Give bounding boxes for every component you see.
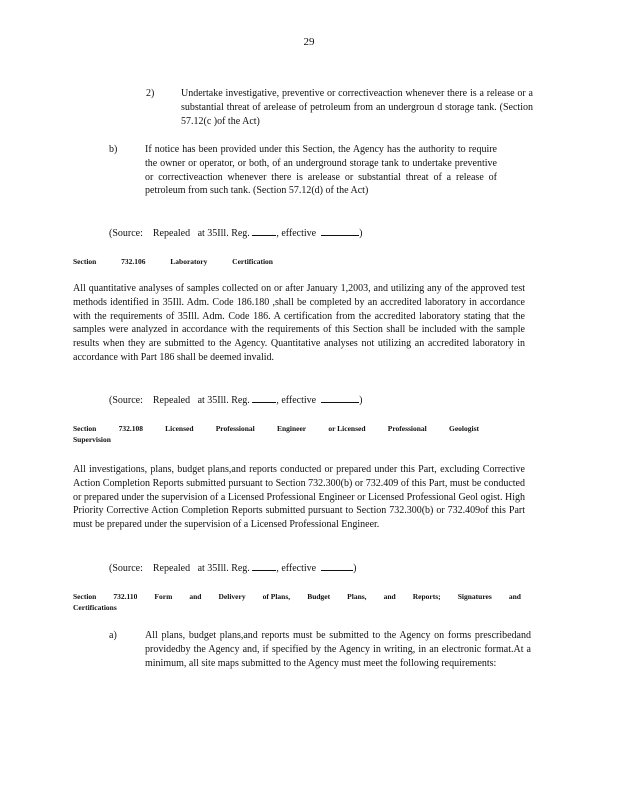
blank-line [252, 393, 276, 403]
paragraph: Undertake investigative, preventive or correctiveaction whenever there is a release or a substantial threat of arelease of petroleum from an undergroun d storage tank. (Section 57.12(c )of the Act) [181, 88, 533, 127]
section-108-body [73, 463, 525, 532]
list-label-a: a) [109, 630, 117, 641]
section-106-body [73, 282, 525, 365]
heading-word: Section [73, 592, 97, 601]
heading-line2: Certifications [73, 603, 117, 612]
heading-word: Section [73, 257, 97, 266]
heading-word: Laboratory [170, 257, 208, 266]
source-register: at 35Ill. Reg. [197, 395, 250, 406]
heading-word: Budget [307, 592, 331, 601]
heading-word: Form [154, 592, 173, 601]
list-label-b: b) [109, 144, 118, 155]
source-close: ) [359, 228, 363, 239]
list-item-a-text [145, 629, 531, 670]
blank-line [321, 561, 353, 571]
source-note [109, 226, 362, 240]
page-number: 29 [303, 36, 315, 48]
source-register: at 35Ill. Reg. [197, 228, 250, 239]
source-repealed: Repealed [152, 563, 191, 574]
heading-word: and [383, 592, 396, 601]
source-prefix: (Source: [109, 228, 143, 239]
heading-word: Signatures [457, 592, 492, 601]
source-note [109, 561, 356, 575]
heading-word: Geologist [448, 424, 479, 433]
source-prefix: (Source: [109, 563, 143, 574]
source-effective: , effective [276, 228, 317, 239]
source-effective: , effective [276, 563, 317, 574]
source-prefix: (Source: [109, 395, 143, 406]
source-effective: , effective [276, 395, 317, 406]
heading-word: 732.106 [121, 257, 146, 266]
heading-word: Professional [215, 424, 255, 433]
section-heading-108 [73, 423, 479, 445]
blank-line [252, 561, 276, 571]
paragraph: If notice has been provided under this Section, the Agency has the authority to require the owner or operator, or both, of an underground storage tank to undertake preventive or correctiveaction whenever there is arelease or substantial threat of a release of petroleum from such tank. (Section 57.12(d) of the Act) [145, 144, 497, 197]
source-close: ) [359, 395, 363, 406]
heading-word: Delivery [218, 592, 246, 601]
source-close: ) [353, 563, 357, 574]
blank-line [252, 226, 276, 236]
heading-word: Plans, [347, 592, 367, 601]
blank-line [321, 393, 359, 403]
heading-word: Professional [387, 424, 427, 433]
heading-word: 732.108 [118, 424, 143, 433]
heading-line2: Supervision [73, 435, 111, 444]
heading-word: of Plans, [262, 592, 291, 601]
source-repealed: Repealed [152, 395, 191, 406]
list-item-b-text [145, 143, 497, 198]
heading-word: and [508, 592, 521, 601]
list-label-2: 2) [146, 88, 155, 99]
paragraph: All quantitative analyses of samples collected on or after January 1,2003, and utilizing any of the approved test methods identified in 35Ill. Adm. Code 186.180 ,shall be completed by an accredited laboratory in accordance with the requirements of 35Ill. Adm. Code 186. A certification from the accredited laboratory stating that the samples were analyzed in accordance with the requirements of this Section shall be included with the sample results when they are submitted to the Agency. Quantitative analyses not utilizing an accredited laboratory in accordance with Part 186 shall be deemed invalid. [73, 283, 525, 363]
heading-word: Reports; [412, 592, 441, 601]
section-heading-110 [73, 591, 521, 613]
heading-word: Licensed [165, 424, 194, 433]
heading-word: Section [73, 424, 97, 433]
heading-word: 732.110 [113, 592, 138, 601]
blank-line [321, 226, 359, 236]
heading-word: or Licensed [328, 424, 366, 433]
source-repealed: Repealed [152, 228, 191, 239]
section-heading-106 [73, 256, 273, 267]
heading-word: and [189, 592, 202, 601]
heading-word: Engineer [276, 424, 307, 433]
source-note [109, 393, 362, 407]
paragraph: All investigations, plans, budget plans,and reports conducted or prepared under this Part, excluding Corrective Action Completion Reports submitted pursuant to Section 732.300(b) or 732.409 of this Part, must be conducted or prepared under the supervision of a Licensed Professional Engineer or Licensed Professional Geol ogist. High Priority Corrective Action Completion Reports submitted pursuant to Section 732.300(b) or 732.409of this Part must be prepared under the supervision of a Licensed Professional Engineer. [73, 464, 525, 531]
paragraph: All plans, budget plans,and reports must be submitted to the Agency on forms prescribedand providedby the Agency and, if specified by the Agency in writing, in an electronic format.At a minimum, all site maps submitted to the Agency must meet the following requirements: [145, 630, 531, 669]
list-item-2-text [181, 87, 533, 128]
heading-word: Certification [232, 257, 273, 266]
source-register: at 35Ill. Reg. [197, 563, 250, 574]
